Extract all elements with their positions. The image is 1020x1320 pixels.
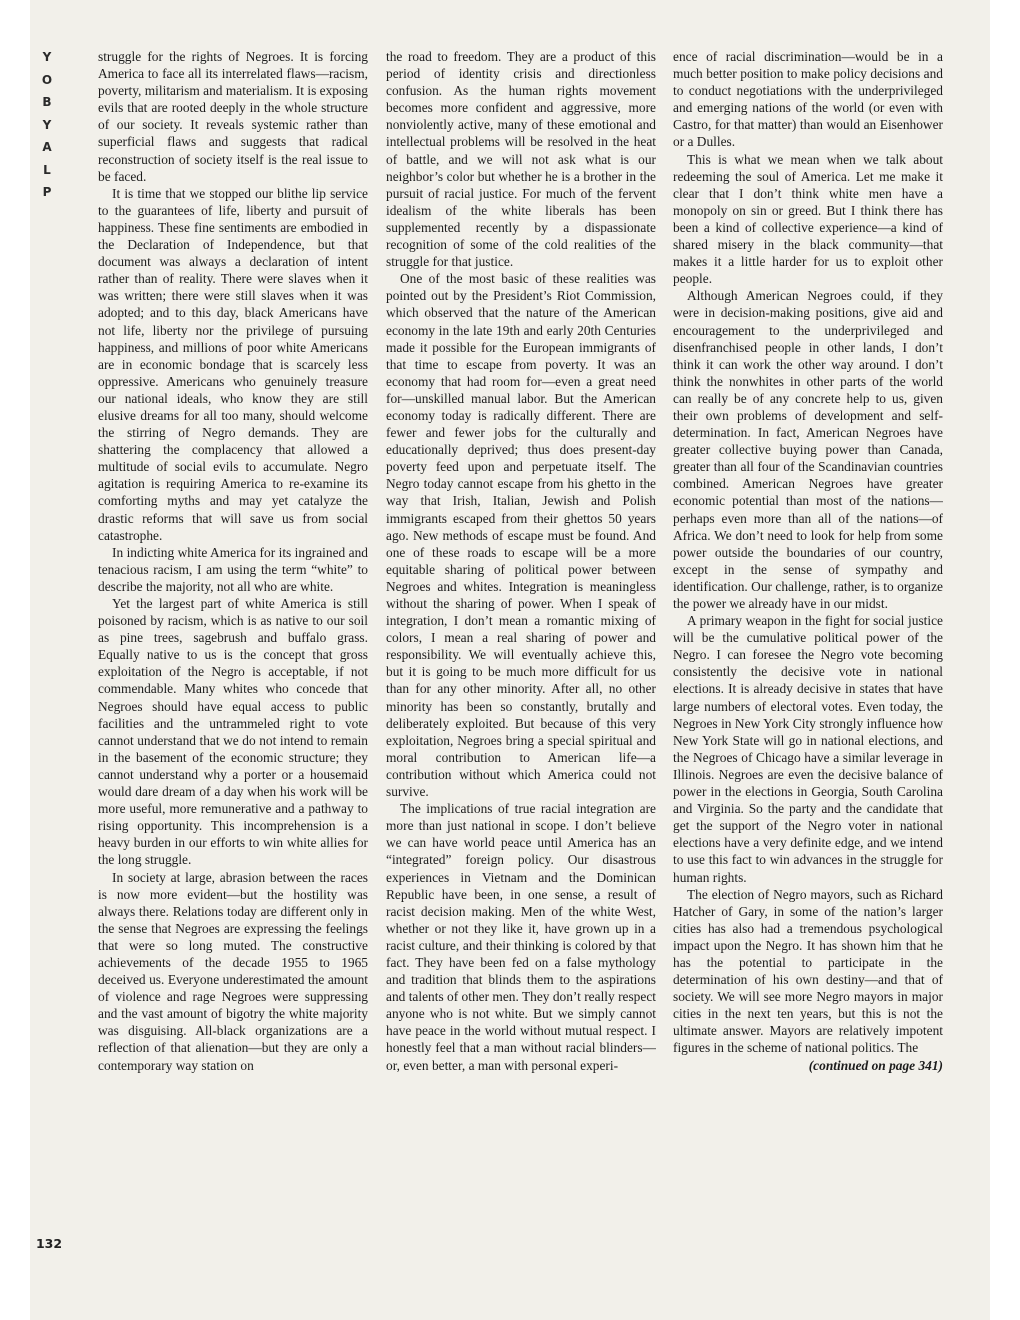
- magazine-letter: P: [42, 185, 52, 199]
- magazine-letter: B: [42, 95, 52, 109]
- paragraph: It is time that we stopped our blithe lip service to the guarantees of life, liberty and pursuit of happiness. These fine sentiments are embodied in the Declaration of Independence, but that document was always a declaration of intent rather than of reality. There were slaves when it was written; there were still slaves when it was adopted; and to this day, black Americans have not life, liberty nor the privilege of pursuing happiness, and millions of poor white Americans are in economic bondage that is scarcely less oppressive. Americans who genuinely treasure our national ideals, who know they are still elusive dreams for all too many, should welcome the stirring of Negro demands. They are shattering the complacency that allowed a multitude of social evils to accumulate. Negro agitation is requiring America to re-examine its comforting myths and may yet catalyze the drastic reforms that will save us from social catastrophe.: [98, 185, 368, 543]
- text-column-1: [98, 48, 368, 1258]
- magazine-name-vertical: [37, 46, 57, 204]
- paragraph: struggle for the rights of Negroes. It is forcing America to face all its interrelated flaws—racism, poverty, militarism and materialism. It is exposing evils that are rooted deeply in the whole structure of our society. It reveals systemic rather than superficial flaws and suggests that radical reconstruction of society itself is the real issue to be faced.: [98, 49, 368, 184]
- paragraph: ence of racial discrimination—would be in a much better position to make policy decisions and to conduct negotiations with the underprivileged and emerging nations of the world (or even with Castro, for that matter) than would an Eisenhower or a Dulles.: [673, 49, 943, 150]
- magazine-letter: Y: [42, 50, 52, 64]
- continued-note: (continued on page 341): [808, 1057, 943, 1073]
- magazine-page: [30, 0, 990, 1320]
- paragraph: A primary weapon in the fight for social justice will be the cumulative political power of the Negro. I can foresee the Negro vote becoming consistently the decisive vote in national elections. It is already decisive in states that have large numbers of electoral votes. Even today, the Negroes in New York City strongly influence how New York State will go in national elections, and the Negroes of Chicago have a similar leverage in Illinois. Negroes are even the decisive balance of power in the elections in Georgia, South Carolina and Virginia. So the party and the candidate that get the support of the Negro voter in national elections have a very definite edge, and we intend to use this fact to win advances in the struggle for human rights.: [673, 613, 943, 885]
- magazine-letter: O: [41, 72, 53, 87]
- paragraph: One of the most basic of these realities was pointed out by the President’s Riot Commission, which observed that the nature of the American economy in the late 19th and early 20th Centuries made it possible for the European immigrants of that time to escape from poverty. It was an economy that had room for—even a great need for—unskilled manual labor. But the American economy today is radically different. There are fewer and fewer jobs for the culturally and educationally deprived; thus does present-day poverty feed upon and perpetuate itself. The Negro today cannot escape from his ghetto in the way that Irish, Italian, Jewish and Polish immigrants escaped from their ghettos 50 years ago. New methods of escape must be found. And one of these roads to escape will be a more equitable sharing of political power between Negroes and whites. Integration is meaningless without the sharing of power. When I speak of integration, I don’t mean a romantic mixing of colors, I mean a real sharing of power and responsibility. We will eventually achieve this, but it is going to be much more difficult for us than for any other minority. After all, no other minority has been so constantly, brutally and deliberately exploited. But because of this very exploitation, Negroes bring a special spiritual and moral contribution to American life—a contribution without which America could not survive.: [386, 271, 656, 800]
- page-number: 132: [35, 1236, 63, 1251]
- paragraph: Yet the largest part of white America is still poisoned by racism, which is as native to our soil as pine trees, sagebrush and buffalo grass. Equally native to us is the concept that gross exploitation of the Negro is acceptable, if not commendable. Many whites who concede that Negroes should have equal access to public facilities and the untrammeled right to vote cannot understand that we do not intend to remain in the basement of the economic structure; they cannot understand why a porter or a housemaid would dare dream of a day when his work will be more useful, more remunerative and a pathway to rising opportunity. This incomprehension is a heavy burden in our efforts to win white allies for the long struggle.: [98, 596, 368, 868]
- paragraph: In society at large, abrasion between the races is now more evident—but the hostility was always there. Relations today are different only in the sense that Negroes are expressing the feelings that were so long muted. The constructive achievements of the decade 1955 to 1965 deceived us. Everyone underestimated the amount of violence and rage Negroes were suppressing and the vast amount of bigotry the white majority was disguising. All-black organizations are a reflection of that alienation—but they are only a contemporary way station on: [98, 869, 368, 1073]
- text-column-2: [386, 48, 656, 1258]
- text-column-3: [673, 48, 943, 1258]
- paragraph: In indicting white America for its ingrained and tenacious racism, I am using the term “white” to describe the majority, not all who are white.: [98, 544, 368, 594]
- magazine-letter: L: [43, 162, 51, 177]
- paragraph: This is what we mean when we talk about redeeming the soul of America. Let me make it clear that I don’t think white men have a monopoly on sin or greed. But I think there has been a kind of collective experience—a kind of shared misery in the black community—that makes it a little harder for us to exploit other people.: [673, 151, 943, 287]
- paragraph: The implications of true racial integration are more than just national in scope. I don’t believe we can have world peace until America has an “integrated” foreign policy. Our disastrous experiences in Vietnam and the Dominican Republic have been, in one sense, a result of racist decision making. Men of the white West, whether or not they like it, have grown up in a racist culture, and their thinking is colored by that fact. They have been fed on a false mythology and tradition that blinds them to the aspirations and talents of other men. They don’t really respect anyone who is not white. But we simply cannot have peace in the world without mutual respect. I honestly feel that a man without racial blinders—or, even better, a man with personal experi-: [386, 801, 656, 1073]
- magazine-letter: Y: [42, 117, 52, 132]
- paragraph: the road to freedom. They are a product of this period of identity crisis and directionless confusion. As the human rights movement becomes more confident and aggressive, more nonviolently active, many of these emotional and intellectual problems will be resolved in the heat of battle, and we will not ask what is our neighbor’s color but whether he is a brother in the pursuit of racial justice. For much of the fervent idealism of the white liberals has been supplemented recently by a dispassionate recognition of some of the cold realities of the struggle for that justice.: [386, 49, 656, 270]
- paragraph: The election of Negro mayors, such as Richard Hatcher of Gary, in some of the nation’s larger cities has also had a tremendous psychological impact upon the Negro. It has shown him that he has the potential to participate in the determination of his own destiny—and that of society. We will see more Negro mayors in major cities in the next ten years, but this is not the ultimate answer. Mayors are relatively impotent figures in the scheme of national politics. The: [673, 886, 943, 1056]
- paragraph: Although American Negroes could, if they were in decision-making positions, give aid and encouragement to the underprivileged and disenfranchised people in other lands, I don’t think it can work the other way around. I don’t think the nonwhites in other parts of the world can really be of any concrete help to us, given their own problems of development and self-determination. In fact, American Negroes have greater collective buying power than Canada, greater than all four of the Scandinavian countries combined. American Negroes have greater economic potential than most of the nations—perhaps even more than all of the nations—of Africa. We don’t need to look for help from some power outside the boundaries of our country, except in the sense of sympathy and identification. Our challenge, rather, is to organize the power we already have in our midst.: [673, 288, 943, 611]
- magazine-letter: A: [42, 140, 52, 154]
